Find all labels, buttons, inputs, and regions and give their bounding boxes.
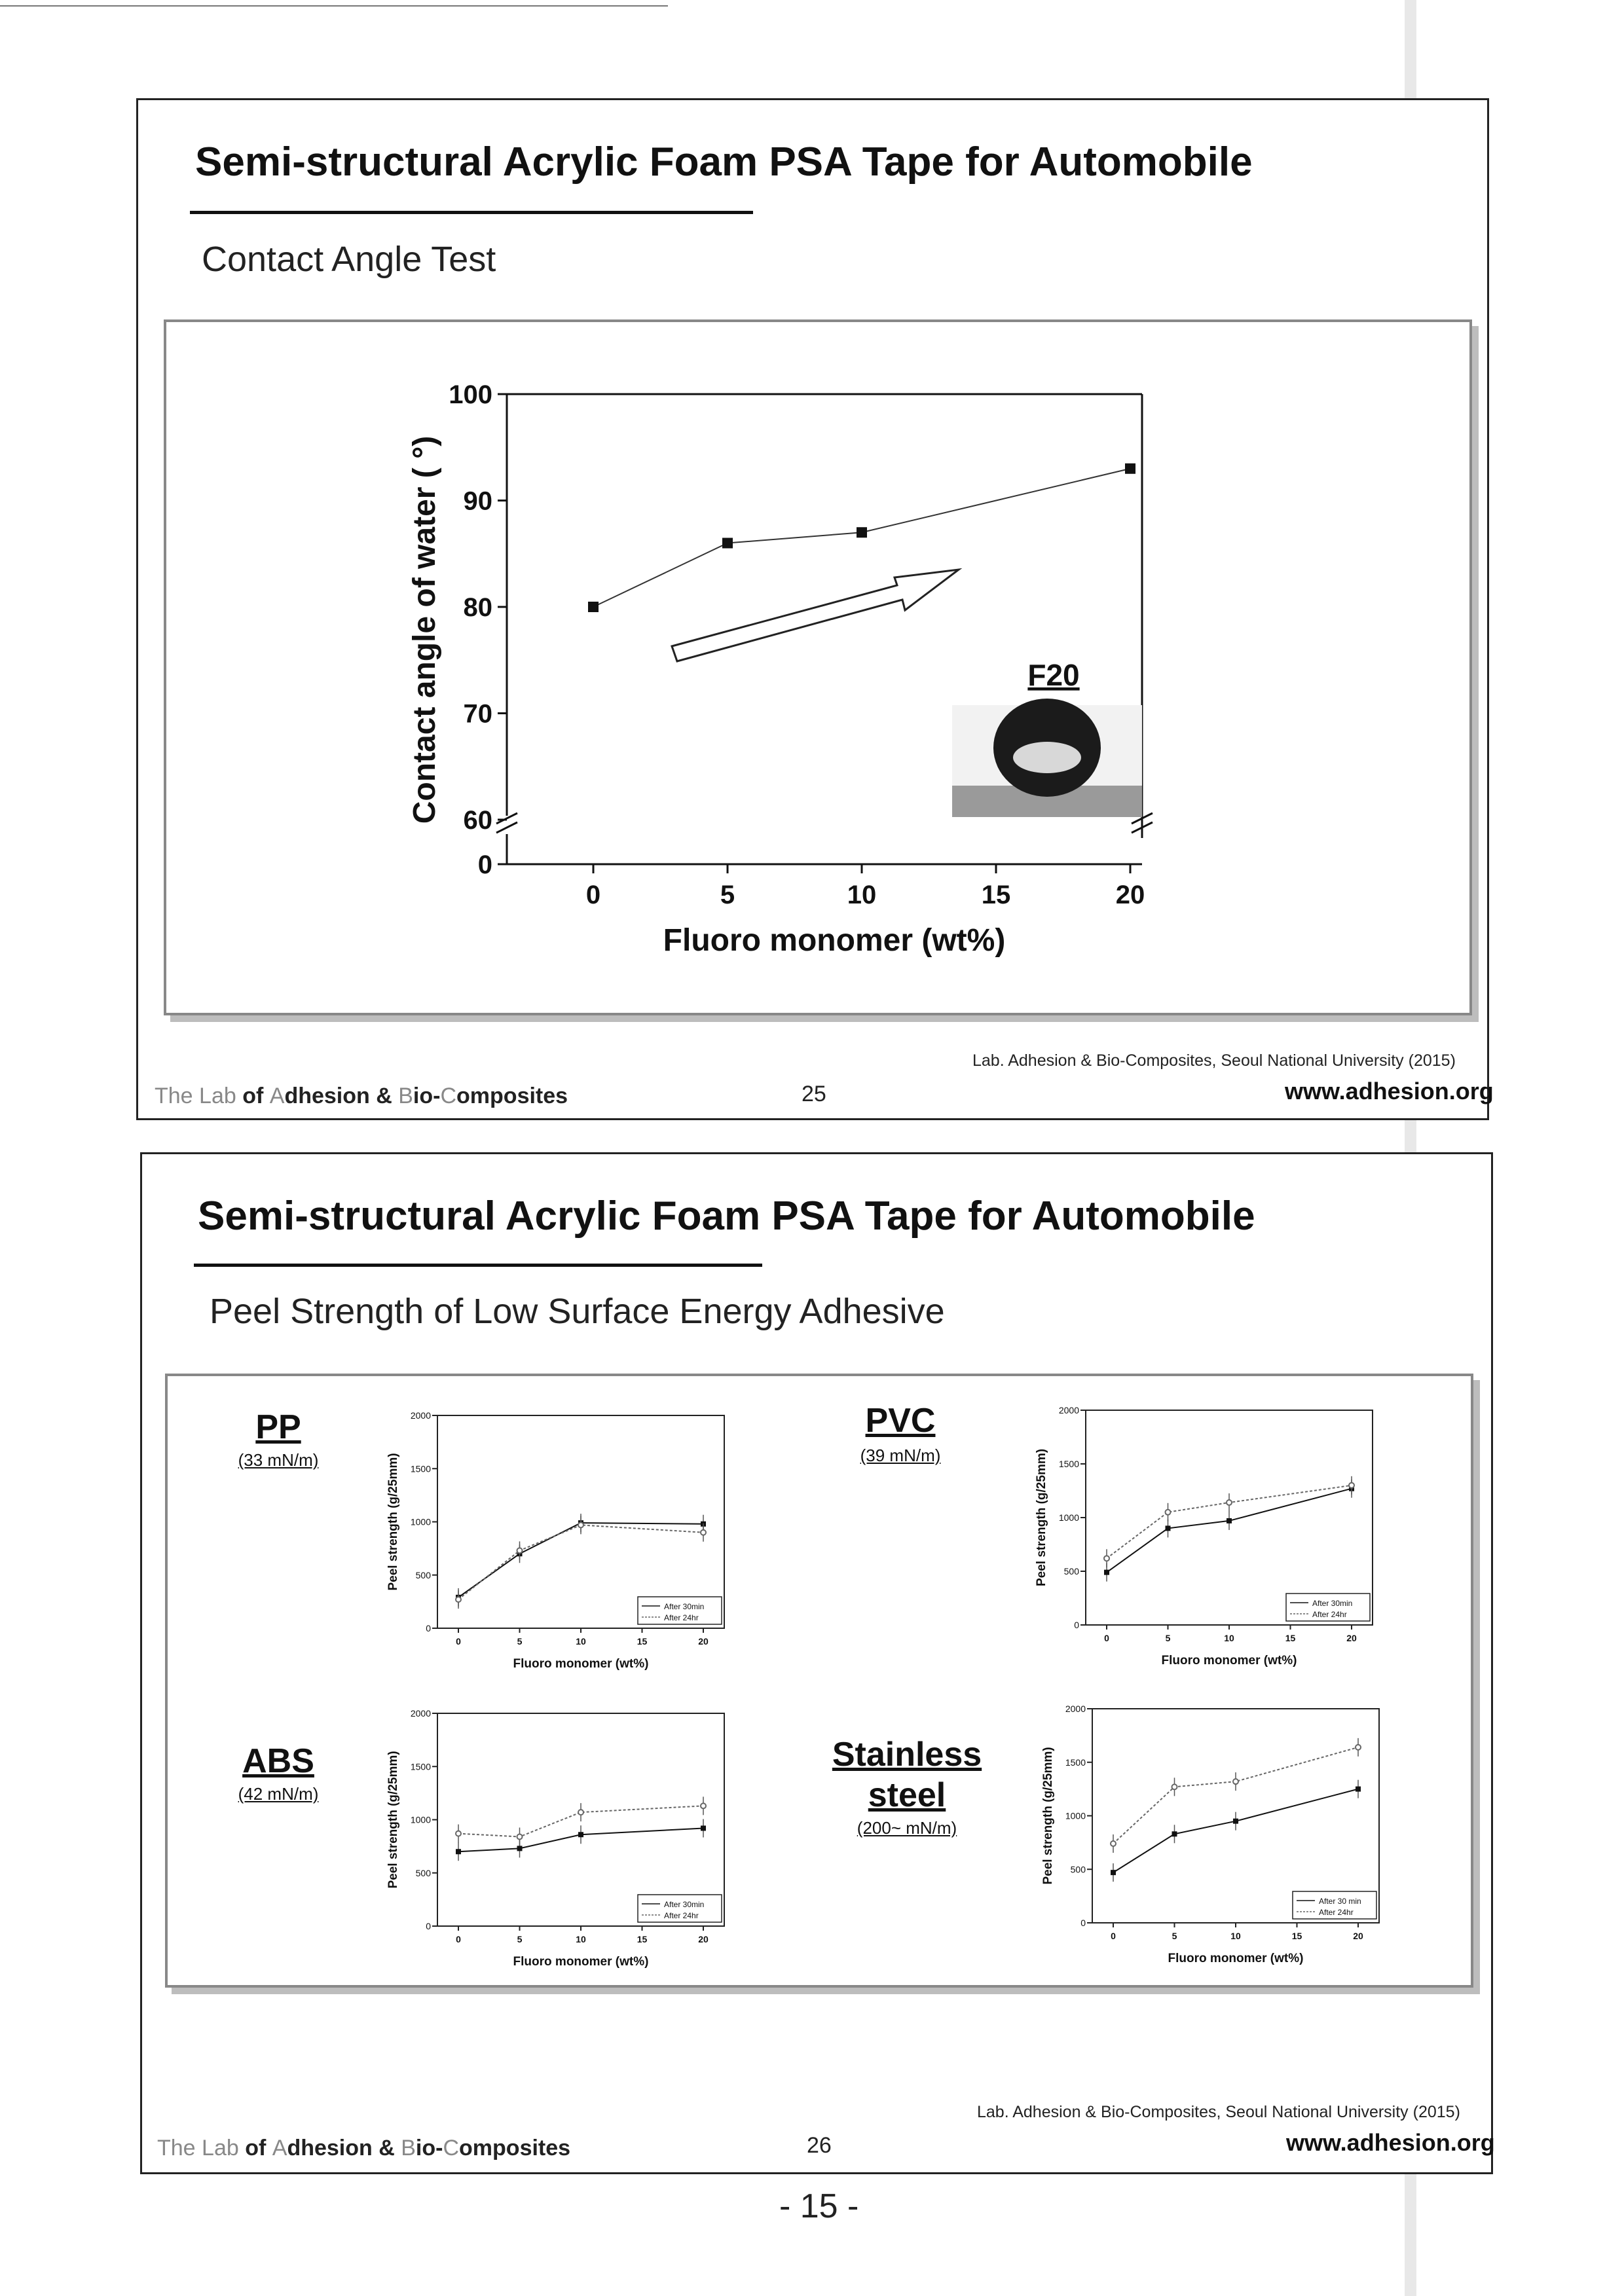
label-pp: PP [255,1408,301,1446]
contact-y-tick-label: 100 [449,380,492,409]
contact-x-tick-label: 5 [720,881,735,909]
peel-pvc-x-tick-label: 10 [1224,1633,1234,1643]
peel-pvc-point-after-30min [1227,1518,1232,1523]
peel-steel-y-tick-label: 2000 [1065,1704,1086,1714]
peel-pvc-y-tick-label: 500 [1063,1566,1079,1576]
peel-pvc-x-tick-label: 0 [1104,1633,1109,1643]
peel-pvc-point-after-30min [1104,1570,1109,1575]
peel-pvc-legend-label: After 24hr [1312,1610,1347,1619]
trend-arrow-icon [672,570,959,661]
label-abs: ABS [242,1742,314,1780]
contact-x-tick-label: 10 [847,881,877,909]
peel-abs-x-tick-label: 10 [576,1934,586,1944]
peel-steel-y-tick-label: 500 [1070,1864,1086,1875]
contact-data-point [857,527,867,538]
peel-abs-y-tick-label: 0 [426,1921,431,1931]
peel-steel-point-after-30min [1356,1787,1361,1792]
peel-pvc-x-tick-label: 20 [1346,1633,1357,1643]
contact-y-tick-label: 90 [463,486,492,516]
peel-abs-y-tick-label: 1500 [410,1761,431,1772]
peel-abs-legend-label: After 24hr [664,1911,699,1920]
peel-steel-y-tick-label: 0 [1080,1918,1086,1928]
peel-pp-x-axis-label: Fluoro monomer (wt%) [513,1657,649,1671]
slide-25-page-number: 25 [802,1082,826,1106]
peel-pp-y-tick-label: 1000 [410,1516,431,1527]
peel-steel-x-tick-label: 5 [1172,1931,1177,1941]
peel-strength-panel [165,1374,1473,1988]
slide-26-url[interactable]: www.adhesion.org [1286,2129,1495,2156]
peel-steel-x-tick-label: 10 [1230,1931,1241,1941]
peel-pp-point-after-24hr [517,1548,523,1553]
peel-steel-y-tick-label: 1000 [1065,1810,1086,1821]
label-steel-line-1: Stainless [832,1736,982,1774]
peel-pp-legend-label: After 24hr [664,1613,699,1622]
peel-steel-point-after-30min [1111,1870,1116,1875]
peel-steel-x-tick-label: 20 [1353,1931,1363,1941]
peel-pp-x-tick-label: 0 [456,1636,461,1647]
peel-pvc-y-tick-label: 1500 [1058,1459,1079,1469]
peel-steel-point-after-24hr [1172,1784,1177,1789]
label-steel-line-2: steel [868,1776,946,1814]
peel-pp-y-tick-label: 500 [415,1569,431,1580]
contact-y-tick-label: 0 [477,850,492,879]
contact-angle-chart [166,322,1469,1013]
peel-abs-y-axis-label: Peel strength (g/25mm) [386,1751,400,1889]
peel-pvc-y-axis-label: Peel strength (g/25mm) [1035,1448,1048,1587]
peel-steel-x-tick-label: 15 [1291,1931,1302,1941]
peel-steel-point-after-24hr [1111,1841,1116,1846]
peel-pp-y-tick-label: 0 [426,1623,431,1633]
peel-pvc-x-tick-label: 15 [1285,1633,1296,1643]
contact-data-point [588,602,599,612]
peel-steel-y-tick-label: 1500 [1065,1757,1086,1768]
label-pp-energy: (33 mN/m) [238,1450,319,1470]
peel-pvc-point-after-24hr [1349,1483,1354,1488]
slide-26-title: Semi-structural Acrylic Foam PSA Tape for Automobile [198,1194,1255,1239]
label-abs-energy: (42 mN/m) [238,1784,319,1804]
contact-series-line [593,469,1130,607]
peel-abs-point-after-24hr [578,1810,583,1815]
peel-pvc-y-tick-label: 0 [1074,1620,1079,1630]
slide-26-credit: Lab. Adhesion & Bio-Composites, Seoul National University (2015) [977,2103,1460,2121]
slide-25-credit: Lab. Adhesion & Bio-Composites, Seoul National University (2015) [972,1051,1456,1070]
peel-abs-point-after-24hr [517,1834,523,1840]
contact-y-tick-label: 70 [463,699,492,729]
contact-y-tick-label: 80 [463,593,492,622]
peel-steel-legend-label: After 24hr [1319,1908,1354,1917]
peel-pp-point-after-24hr [701,1530,706,1535]
peel-pvc-point-after-30min [1166,1525,1171,1531]
contact-x-tick-label: 15 [981,881,1011,909]
peel-abs-legend-label: After 30min [664,1900,705,1909]
peel-pvc-y-tick-label: 2000 [1058,1405,1079,1415]
slide-26-lab-name: The Lab of Adhesion & Bio-Composites [157,2136,571,2160]
contact-y-tick-label: 60 [463,806,492,835]
peel-pp-point-after-24hr [456,1597,461,1602]
peel-pp-x-tick-label: 15 [637,1636,648,1647]
peel-pvc-point-after-24hr [1227,1500,1232,1505]
peel-steel-point-after-24hr [1356,1745,1361,1750]
slide-26-page-number: 26 [807,2133,832,2158]
peel-pvc-point-after-24hr [1104,1556,1109,1561]
page-footer-number: - 15 - [779,2187,859,2225]
peel-abs-x-tick-label: 0 [456,1934,461,1944]
peel-steel-legend-label: After 30 min [1319,1897,1361,1906]
peel-abs-x-tick-label: 15 [637,1934,648,1944]
peel-steel-x-axis-label: Fluoro monomer (wt%) [1168,1952,1304,1965]
peel-pp-x-tick-label: 20 [698,1636,709,1647]
peel-pp-series-after-24hr-line [458,1525,703,1599]
slide-25-title-underline [190,211,753,214]
label-pvc-energy: (39 mN/m) [860,1446,941,1465]
slide-25-url[interactable]: www.adhesion.org [1285,1078,1494,1104]
droplet-highlight [1013,742,1081,773]
peel-pp-x-tick-label: 5 [517,1636,523,1647]
peel-abs-y-tick-label: 1000 [410,1814,431,1825]
contact-x-axis-label: Fluoro monomer (wt%) [663,923,1006,958]
peel-abs-x-axis-label: Fluoro monomer (wt%) [513,1955,649,1969]
peel-abs-y-tick-label: 500 [415,1867,431,1878]
contact-x-tick-label: 20 [1115,881,1145,909]
peel-pp-x-tick-label: 10 [576,1636,586,1647]
slide-26-subtitle: Peel Strength of Low Surface Energy Adhesive [210,1292,945,1331]
peel-abs-point-after-30min [701,1826,706,1831]
peel-steel-point-after-24hr [1233,1779,1238,1784]
contact-angle-panel [164,319,1472,1015]
droplet-photo [952,699,1142,817]
peel-pvc-point-after-24hr [1166,1510,1171,1515]
peel-abs-point-after-30min [578,1832,583,1837]
peel-pp-point-after-24hr [578,1522,583,1527]
peel-pp-y-tick-label: 1500 [410,1463,431,1474]
label-steel-energy: (200~ mN/m) [857,1818,957,1838]
peel-steel-point-after-30min [1233,1819,1238,1824]
peel-pp-y-axis-label: Peel strength (g/25mm) [386,1453,400,1591]
peel-abs-x-tick-label: 5 [517,1934,523,1944]
peel-pp-y-tick-label: 2000 [410,1410,431,1421]
peel-pvc-x-tick-label: 5 [1165,1633,1171,1643]
scan-top-rule [0,5,668,7]
peel-steel-series-after-30min-line [1113,1789,1358,1873]
contact-axis-break-left [496,813,517,833]
contact-data-point [1125,464,1135,474]
slide-25-title: Semi-structural Acrylic Foam PSA Tape for Automobile [195,139,1253,185]
peel-abs-point-after-24hr [701,1803,706,1808]
peel-pvc-y-tick-label: 1000 [1058,1512,1079,1523]
peel-steel-y-axis-label: Peel strength (g/25mm) [1041,1747,1055,1885]
slide-25-lab-name: The Lab of Adhesion & Bio-Composites [155,1084,568,1108]
peel-abs-point-after-24hr [456,1831,461,1836]
peel-strength-charts [168,1376,1471,1985]
peel-abs-y-tick-label: 2000 [410,1708,431,1719]
slide-26-title-underline [194,1264,762,1267]
label-pvc: PVC [865,1402,936,1440]
contact-data-point [722,538,733,549]
peel-pp-legend-label: After 30min [664,1602,705,1611]
contact-annotation-f20: F20 [1027,658,1080,692]
peel-steel-point-after-30min [1172,1831,1177,1836]
slide-25-subtitle: Contact Angle Test [202,240,496,279]
peel-steel-x-tick-label: 0 [1111,1931,1116,1941]
contact-y-axis-label: Contact angle of water ( °) [407,435,442,824]
peel-abs-point-after-30min [456,1849,461,1854]
peel-pvc-legend-label: After 30min [1312,1599,1353,1608]
peel-abs-x-tick-label: 20 [698,1934,709,1944]
peel-abs-point-after-30min [517,1846,523,1851]
contact-x-tick-label: 0 [585,881,601,909]
peel-pvc-x-axis-label: Fluoro monomer (wt%) [1161,1654,1297,1667]
